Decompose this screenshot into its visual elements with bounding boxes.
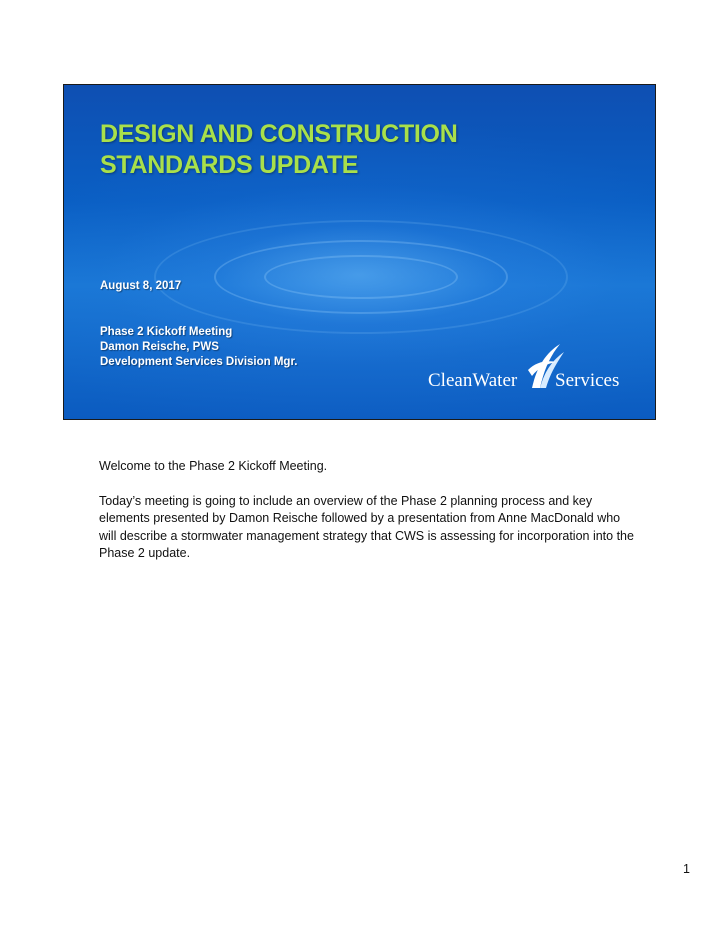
logo-text-right: Services [555, 370, 620, 391]
slide-title-line-1: DESIGN AND CONSTRUCTION [100, 120, 458, 148]
logo-text-left: CleanWater [428, 370, 518, 391]
notes-paragraph-1: Welcome to the Phase 2 Kickoff Meeting. [99, 459, 328, 473]
clean-water-services-logo [428, 340, 628, 400]
speaker-notes [99, 458, 639, 580]
presenter-info [100, 325, 298, 370]
slide-date: August 8, 2017 [100, 280, 182, 292]
notes-paragraph-2: Today’s meeting is going to include an overview of the Phase 2 planning process and key elements presented by Damon Reische followed by a presentation from Anne MacDonald who will describe a stormwater management strategy that CWS is assessing for incorporation into the Phase 2 update. [99, 493, 634, 560]
slide-title-line-2: STANDARDS UPDATE [100, 151, 359, 179]
water-ripple [154, 220, 568, 334]
presenter-name: Damon Reische, PWS [100, 341, 219, 353]
meeting-name: Phase 2 Kickoff Meeting [100, 326, 233, 338]
slide-thumbnail [63, 84, 656, 420]
presenter-title: Development Services Division Mgr. [100, 356, 298, 368]
slide-title [100, 119, 580, 181]
page-number: 1 [683, 862, 690, 876]
